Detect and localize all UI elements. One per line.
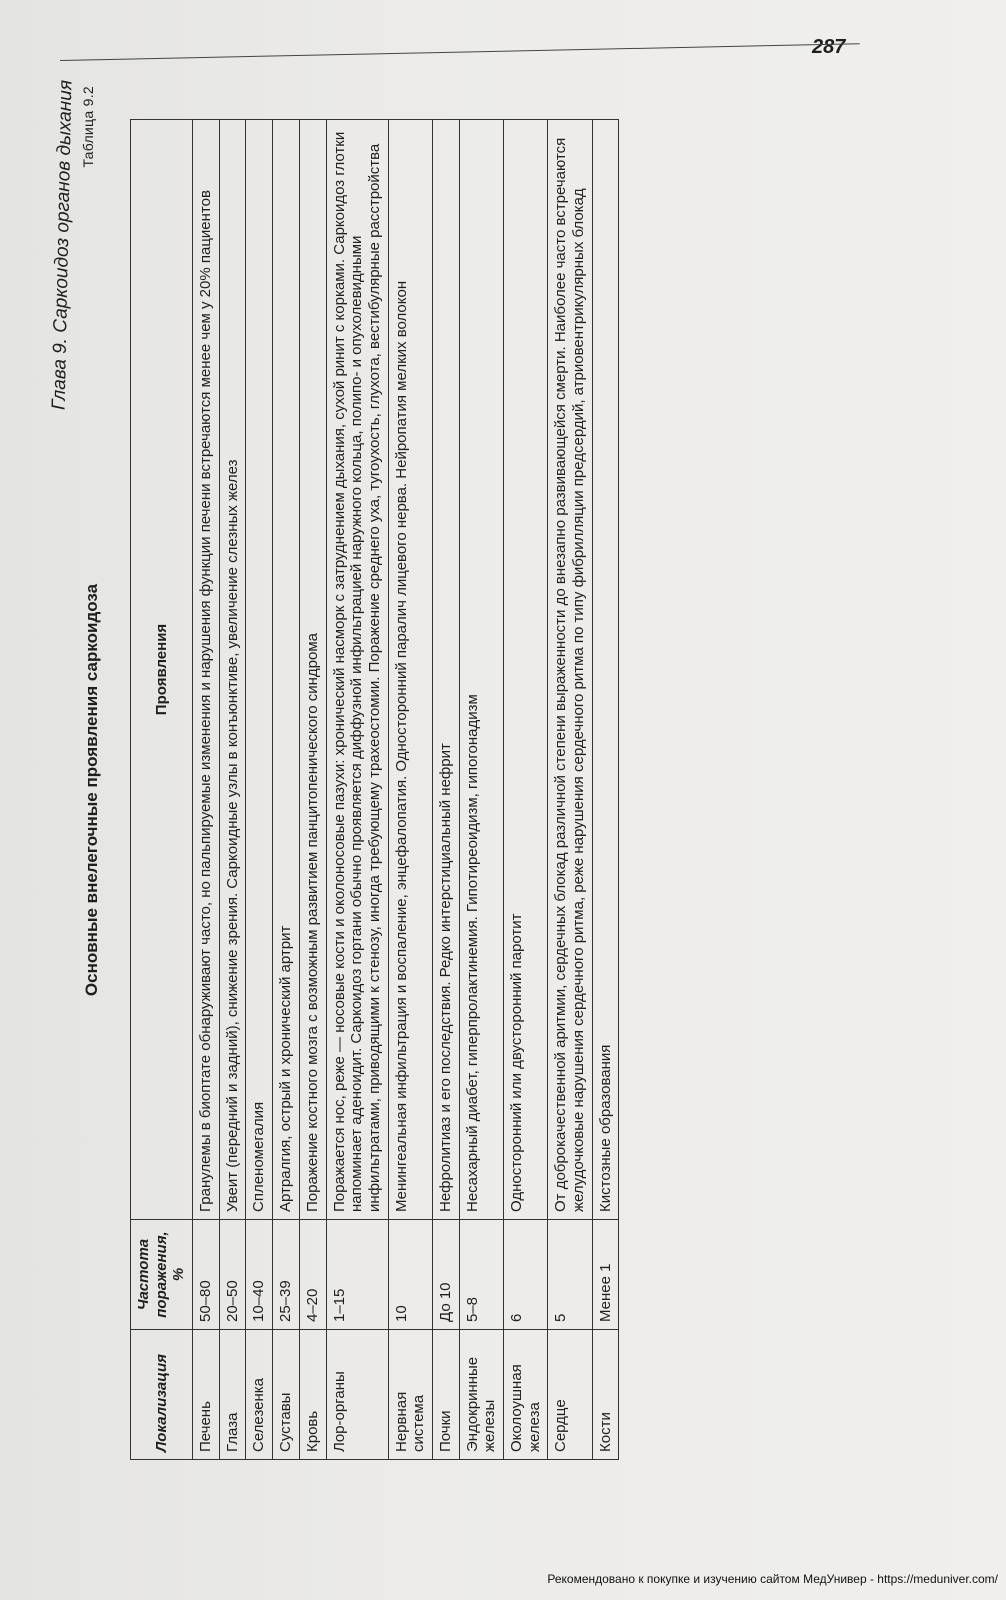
- table-row: [193, 120, 220, 1460]
- sarcoidosis-table: [130, 119, 619, 1460]
- cell-frequency: 4–20: [299, 1220, 326, 1330]
- cell-manifestations: Артралгия, острый и хронический артрит: [273, 120, 300, 1220]
- table-title: Основные внелегочные проявления саркоидоза: [82, 583, 101, 997]
- cell-frequency: 1–15: [326, 1220, 388, 1330]
- cell-localization: Нервная система: [388, 1330, 432, 1460]
- footer-recommendation: Рекомендовано к покупке и изучению сайтом МедУнивер - https://meduniver.com/: [547, 1572, 998, 1586]
- cell-localization: Лор-органы: [326, 1330, 388, 1460]
- cell-localization: Сердце: [548, 1330, 592, 1460]
- header-rule: [60, 43, 860, 61]
- table-row: [388, 120, 432, 1460]
- cell-localization: Околоушная железа: [504, 1330, 548, 1460]
- cell-localization: Кровь: [299, 1330, 326, 1460]
- page-number: 287: [812, 36, 846, 58]
- table-row: [326, 120, 388, 1460]
- cell-frequency: 5–8: [459, 1220, 503, 1330]
- cell-manifestations: Гранулемы в биоптате обнаруживают часто, но пальпируемые изменения и нарушения функции печени встречаются менее чем у 20% пациентов: [193, 120, 220, 1220]
- cell-manifestations: Увеит (передний и задний), снижение зрения. Саркоидные узлы в конъюнктиве, увеличение слезных желез: [219, 120, 246, 1220]
- column-header-localization: Локализация: [131, 1330, 193, 1460]
- cell-manifestations: Кистозные образования: [592, 120, 619, 1220]
- chapter-title: Глава 9. Саркоидоз органов дыхания: [48, 79, 77, 411]
- table-row: [459, 120, 503, 1460]
- table-row: [504, 120, 548, 1460]
- cell-frequency: Менее 1: [592, 1220, 619, 1330]
- cell-localization: Эндокринные железы: [459, 1330, 503, 1460]
- cell-manifestations: Менингеальная инфильтрация и воспаление, энцефалопатия. Односторонний паралич лицевого нерва. Нейропатия мелких волокон: [388, 120, 432, 1220]
- rotated-content: [48, 79, 860, 1500]
- cell-localization: Суставы: [273, 1330, 300, 1460]
- cell-frequency: 6: [504, 1220, 548, 1330]
- cell-manifestations: От доброкачественной аритмии, сердечных блокад различной степени выраженности до внезапно развивающейся смерти. Наиболее часто встречаются желудочковые нарушения сердечного ритма, реже нарушения сердечного ритма по типу фибрилляции предсердий, атриовентрикулярных блокад: [548, 120, 592, 1220]
- table-row: [299, 120, 326, 1460]
- cell-frequency: 10–40: [246, 1220, 273, 1330]
- table-row: [273, 120, 300, 1460]
- column-header-frequency: Частота поражения, %: [131, 1220, 193, 1330]
- cell-frequency: 5: [548, 1220, 592, 1330]
- cell-manifestations: Нефролитиаз и его последствия. Редко интерстициальный нефрит: [432, 120, 459, 1220]
- table-row: [592, 120, 619, 1460]
- column-header-manifestations: Проявления: [131, 120, 193, 1220]
- cell-manifestations: Несахарный диабет, гиперпролактинемия. Гипотиреоидизм, гипогонадизм: [459, 120, 503, 1220]
- table-row: [432, 120, 459, 1460]
- cell-manifestations: Поражается нос, реже — носовые кости и околоносовые пазухи: хронический насморк с затруднением дыхания, сухой ринит с корками. Саркоидоз глотки напоминает аденоидит. Саркоидоз гортани обычно проявляется диффузной инфильтрацией наружного кольца, полипо- и опухолевидными инфильтратами, приводящими к стенозу, иногда требующему трахеостомии. Поражение среднего уха, тугоухость, глухота, вестибулярные расстройства: [326, 120, 388, 1220]
- table-row: [548, 120, 592, 1460]
- cell-frequency: 25–39: [273, 1220, 300, 1330]
- cell-frequency: 20–50: [219, 1220, 246, 1330]
- table-row: [219, 120, 246, 1460]
- table-label: Таблица 9.2: [80, 86, 96, 168]
- cell-localization: Почки: [432, 1330, 459, 1460]
- cell-localization: Кости: [592, 1330, 619, 1460]
- cell-localization: Селезенка: [246, 1330, 273, 1460]
- cell-manifestations: Односторонний или двусторонний паротит: [504, 120, 548, 1220]
- cell-localization: Печень: [193, 1330, 220, 1460]
- cell-frequency: 50–80: [193, 1220, 220, 1330]
- cell-frequency: До 10: [432, 1220, 459, 1330]
- cell-manifestations: Спленомегалия: [246, 120, 273, 1220]
- cell-manifestations: Поражение костного мозга с возможным развитием панцитопенического синдрома: [299, 120, 326, 1220]
- table-header-row: [131, 120, 193, 1460]
- table-row: [246, 120, 273, 1460]
- cell-localization: Глаза: [219, 1330, 246, 1460]
- cell-frequency: 10: [388, 1220, 432, 1330]
